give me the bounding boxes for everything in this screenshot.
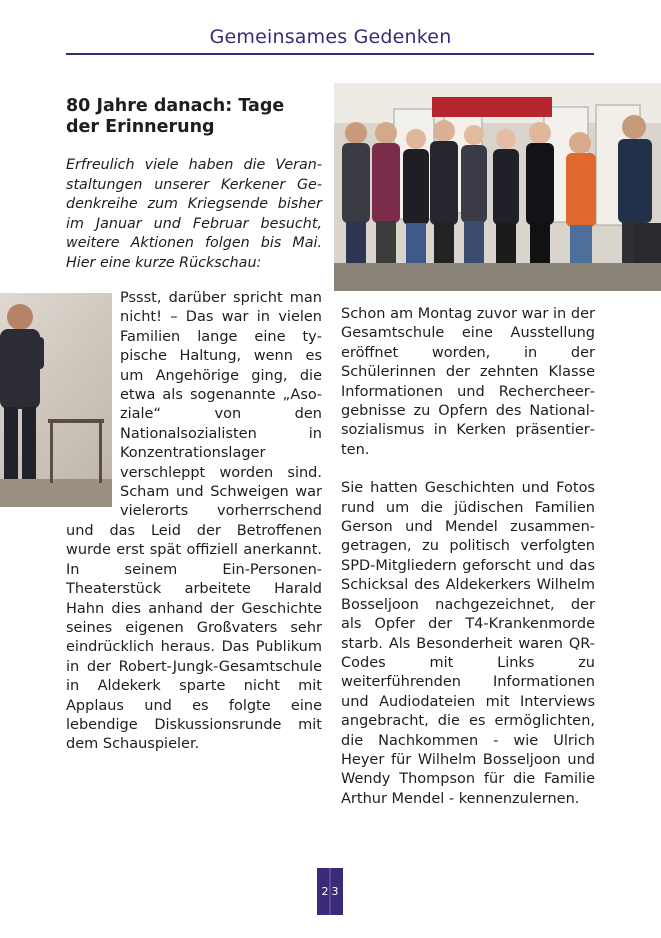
- actor-photo: [0, 293, 112, 507]
- section-title: Gemeinsames Gedenken: [209, 26, 452, 48]
- left-column: [0, 289, 322, 755]
- page-number-left: 2: [321, 885, 329, 898]
- article-headline: 80 Jahre danach: Tage der Erinnerung: [66, 96, 285, 137]
- left-body-text: Pssst, darüber spricht man nicht! – Das war in vielen Familien lange eine typische Haltung, wenn es um Angehörige ging, die etwa als sogenannte „Asoziale“ von den Nationalsozialisten in Konzentrationslager verschleppt worden sind. Scham und Schweigen war vielerorts vorherrschend und das Leid der Betroffenen wurde erst spät offiziell anerkannt. In seinem Ein-Personen-Theaterstück arbeitete Harald Hahn dies anhand der Geschichte seines eigenen Großvaters sehr eindrücklich heraus. Das Publikum in der Robert-Jungk-Gesamtschule in Aldekerk sparte nicht mit Applaus und es folgte eine lebendige Diskussionsrunde mit dem Schauspieler.: [66, 290, 322, 753]
- article-intro: Erfreulich viele haben die Veranstaltungen unserer Kerkener Gedenkreihe zum Kriegsende bisher im Januar und Februar besucht, weitere Aktionen folgen bis Mai. Hier eine kurze Rückschau:: [66, 157, 322, 271]
- page-number-badge: [317, 868, 343, 915]
- page-number-right: 3: [331, 885, 339, 898]
- group-photo: [334, 83, 661, 291]
- right-paragraph-1: Schon am Montag zuvor war in der Gesamtschule eine Ausstellung eröffnet worden, in der Schülerinnen der zehnten Klasse Informationen und Rechercheergebnisse zu Opfern des Nationalsozialismus in Kerken präsentierten.: [341, 306, 595, 458]
- right-column: [341, 305, 595, 809]
- header-divider: [66, 53, 594, 55]
- right-paragraph-2: Sie hatten Geschichten und Fotos rund um die jüdischen Familien Gerson und Mendel zusammengetragen, zu politisch verfolgten SPD-Mitgliedern geforscht und das Schicksal des Aldekerkers Wilhelm Bosseljoon nachgezeichnet, der als Opfer der T4-Krankenmorde starb. Als Besonderheit waren QR-Codes mit Links zu weiterführenden Informationen und Audiodateien mit Interviews angebracht, die es ermöglichten, die Nachkommen - wie Ulrich Heyer für Wilhelm Bosseljoon und Wendy Thompson für die Familie Arthur Mendel - kennenzulernen.: [341, 480, 595, 807]
